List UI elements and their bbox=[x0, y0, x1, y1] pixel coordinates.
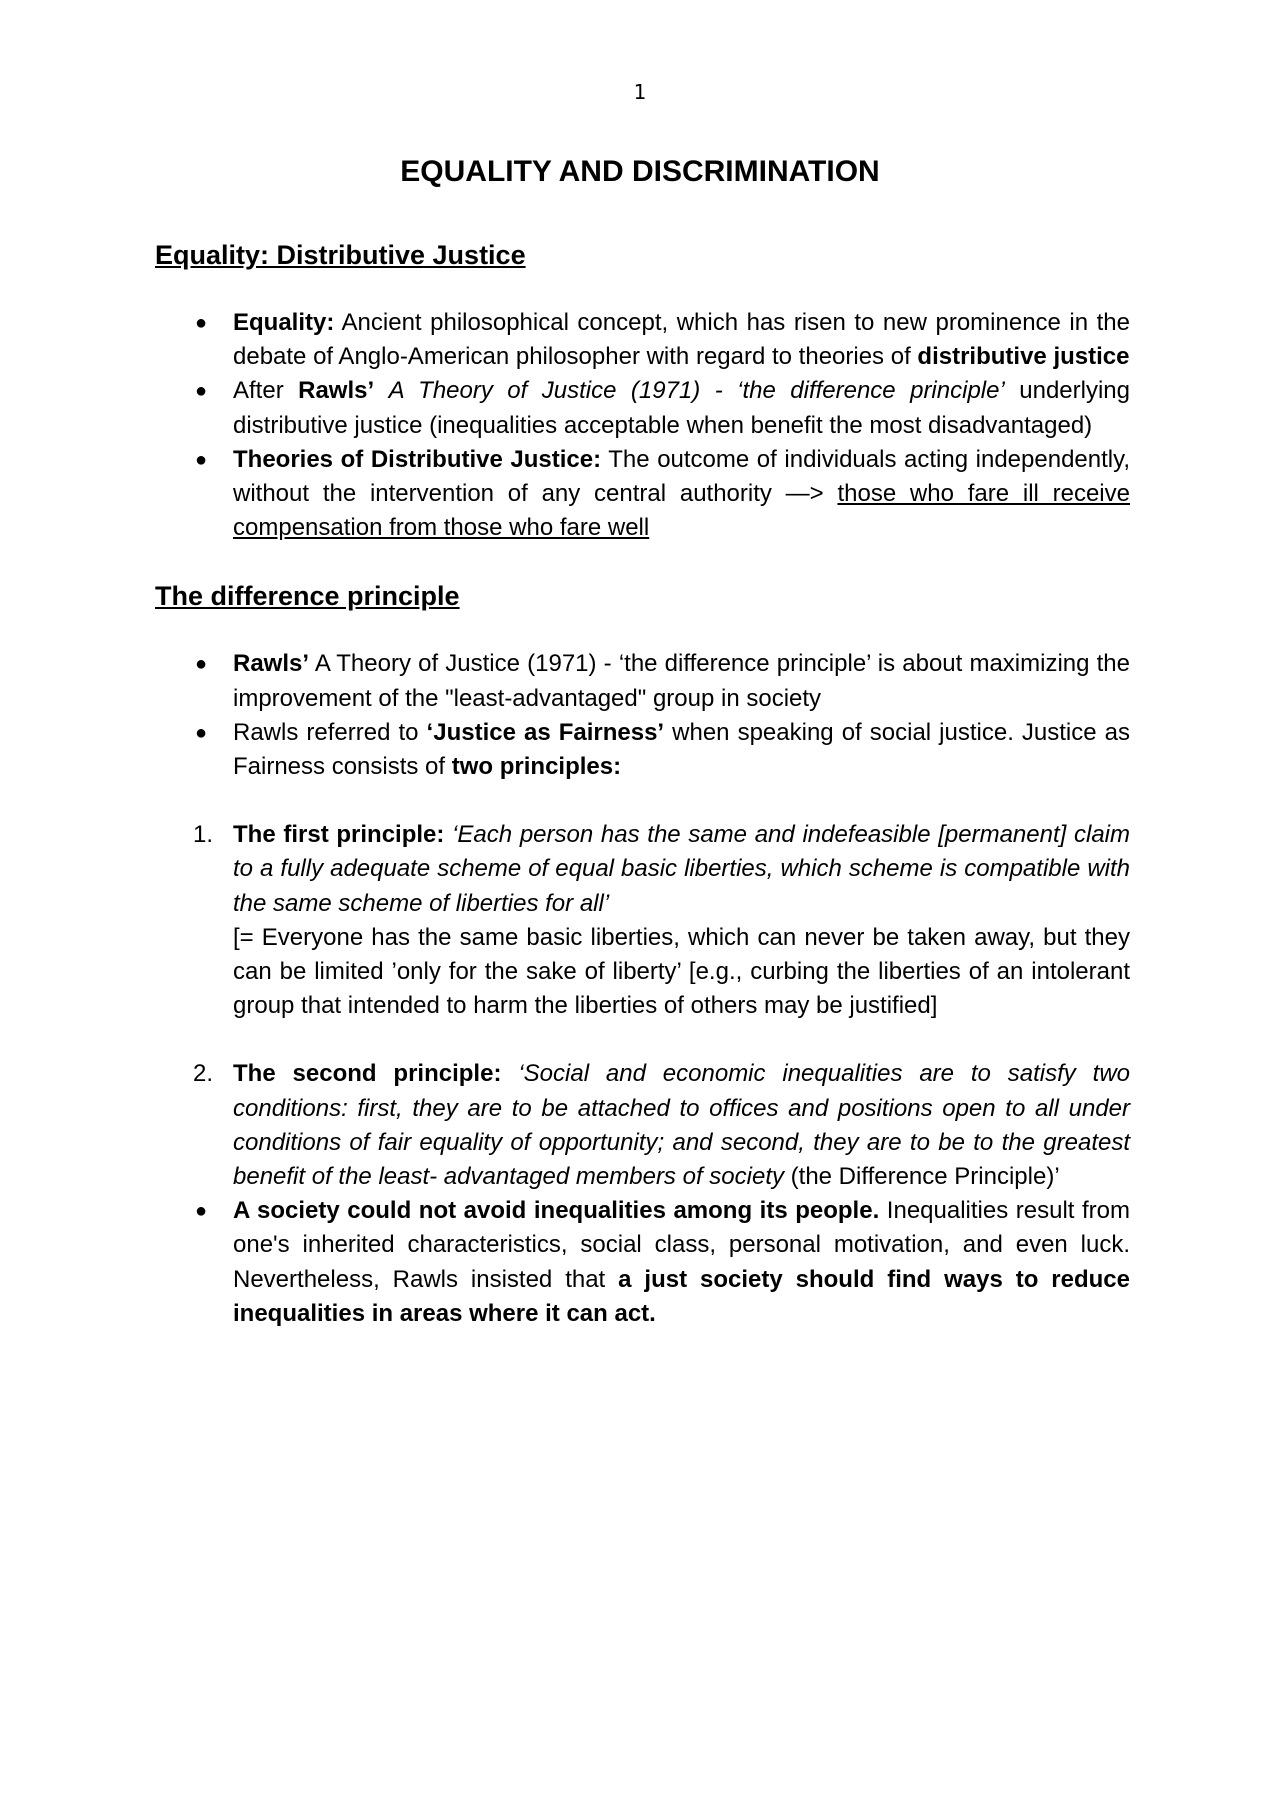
list-number: 2. bbox=[193, 1060, 214, 1088]
page-number: 1 bbox=[633, 80, 647, 104]
document-body bbox=[155, 238, 1130, 1331]
bullet-text: underlying distributive justice (inequalities acceptable when benefit the most disadvantaged) bbox=[233, 377, 1130, 439]
list-item bbox=[155, 443, 1130, 546]
list-item-second-principle bbox=[155, 1057, 1130, 1194]
bullet-text: A Theory of Justice (1971) - ‘the difference principle’ is about maximizing the improvement of the "least-advantaged" group in society bbox=[233, 650, 1130, 712]
list-number: 1. bbox=[193, 821, 214, 849]
bullet-icon: ● bbox=[195, 721, 208, 744]
bullet-icon: ● bbox=[195, 380, 208, 403]
list-item-first-principle bbox=[155, 818, 1130, 1023]
section-heading-distributive-justice: Equality: Distributive Justice bbox=[155, 240, 526, 270]
bullet-list-conclusion bbox=[155, 1194, 1130, 1331]
bullet-icon: ● bbox=[195, 312, 208, 334]
bullet-list-difference-principle bbox=[155, 647, 1130, 784]
quote-text: ‘Social and economic inequalities are to satisfy two conditions: first, they are to be attached to offices and positions open to all under conditions of fair equality of opportunity; and second, they are to be to the greatest benefit of the least- advantaged members of society bbox=[233, 1060, 1131, 1191]
term-label: Rawls’ bbox=[233, 650, 310, 678]
list-item bbox=[155, 1194, 1130, 1331]
list-item bbox=[155, 716, 1130, 784]
bullet-text: After bbox=[233, 377, 299, 405]
section-heading-difference-principle: The difference principle bbox=[155, 581, 460, 612]
bullet-icon: ● bbox=[195, 653, 208, 676]
list-item bbox=[155, 647, 1130, 715]
bullet-text: Inequalities result from one's inherited characteristics, social class, personal motivation, and even luck. Nevertheless, Rawls insisted that bbox=[233, 1197, 1130, 1293]
bold-text: two principles: bbox=[451, 753, 622, 781]
bullet-icon: ● bbox=[195, 1200, 208, 1223]
list-item bbox=[155, 306, 1130, 374]
spacer bbox=[155, 784, 1130, 818]
spacer bbox=[155, 1023, 1130, 1057]
explanation-text: [= Everyone has the same basic liberties, which can never be taken away, but they can be limited ’only for the sake of liberty’ [e.g., curbing the liberties of an intolerant group that intended to harm the liberties of others may be justified] bbox=[233, 923, 1130, 1020]
explanation-text: (the Difference Principle)’ bbox=[783, 1163, 1060, 1191]
bullet-text: The outcome of individuals acting independently, without the intervention of any central authority —> bbox=[233, 445, 1130, 508]
underlined-text: those who fare ill receive compensation from those who fare well bbox=[233, 480, 1130, 542]
bold-text: a just society should find ways to reduce inequalities in areas where it can act. bbox=[233, 1265, 1131, 1327]
bold-text: Rawls’ bbox=[298, 377, 375, 405]
bold-text: distributive justice bbox=[917, 343, 1130, 371]
term-label: Equality: bbox=[233, 309, 335, 336]
bullet-text: Rawls referred to bbox=[233, 718, 427, 746]
term-label: Theories of Distributive Justice: bbox=[233, 445, 602, 473]
bullet-text: when speaking of social justice. Justice as Fairness consists of bbox=[233, 718, 1131, 781]
bullet-text: Ancient philosophical concept, which has risen to new prominence in the debate of Anglo-American philosopher with regard to theories of bbox=[233, 309, 1130, 371]
document-title: EQUALITY AND DISCRIMINATION bbox=[400, 155, 880, 188]
term-label: The second principle: bbox=[233, 1060, 502, 1088]
bullet-icon: ● bbox=[195, 448, 208, 471]
space-text bbox=[374, 377, 388, 404]
italic-text: A Theory of Justice (1971) - ‘the difference principle’ bbox=[388, 377, 1005, 405]
principles-list bbox=[155, 818, 1130, 1194]
term-label: The first principle: bbox=[233, 821, 445, 849]
bold-text: A society could not avoid inequalities among its people. bbox=[233, 1197, 880, 1225]
quote-text: ‘Each person has the same and indefeasible [permanent] claim to a fully adequate scheme of equal basic liberties, which scheme is compatible with the same scheme of liberties for all’ bbox=[233, 821, 1130, 917]
list-item bbox=[155, 374, 1130, 442]
bullet-list-distributive-justice bbox=[155, 306, 1130, 545]
bold-text: ‘Justice as Fairness’ bbox=[426, 718, 665, 746]
